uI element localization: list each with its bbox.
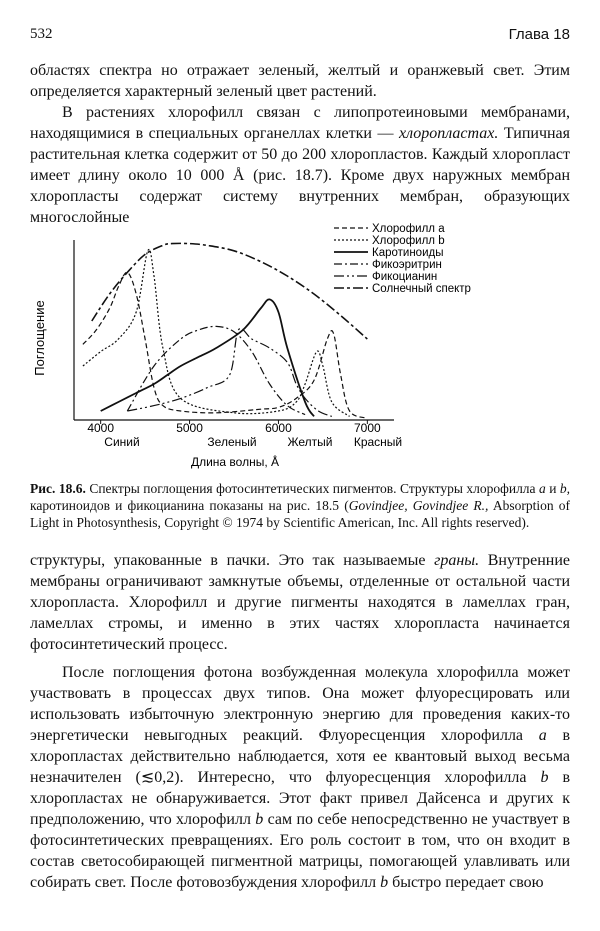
color-label-yellow: Желтый [287, 435, 333, 449]
x-axis-label: Длина волны, Å [190, 455, 280, 469]
x-tick-4000: 4000 [87, 421, 115, 435]
absorption-spectra-figure [30, 218, 570, 476]
legend-label-phycocyanin: Фикоцианин [372, 271, 438, 283]
caption-text-3: Absorption of Light in Photosynthesis, Copyright © 1974 by Scientific American, Inc. All rights reserved). [30, 498, 571, 530]
paragraph-4-part-4: сам по себе непосредственно не участвует в фотосинтетических превращениях. Его роль состоит в том, что он входит в состав светособирающей пигментной матрицы, помогающей улавливать или собирать свет. После фотовозбуждения хлорофилл [30, 811, 571, 891]
paragraph-4-chl-a: a [538, 727, 547, 744]
paragraph-3-text-a: структуры, упакованные в пачки. Это так называемые [30, 552, 426, 569]
legend-label-carotenoids: Каротиноиды [372, 247, 444, 259]
term-grana: граны. [434, 552, 480, 569]
paragraph-3-text-b: Внутренние мембраны ограничивают замкнутые объемы, отделенные от остальной части хлоропласта. Хлорофилл и другие пигменты находятся в ламеллах гран, ламеллах стромы, и именно в этих частях хлоропласта начинается фотосинтетический процесс. [30, 552, 571, 653]
paragraph-2-text-b: Типичная растительная клетка содержит от 50 до 200 хлоропластов. Каждый хлоропласт имеет длину около 10 000 Å (рис. 18.7). Кроме двух наружных мембран хлоропласты содержат систему внутренних мембран, образующих многослойные [30, 125, 571, 226]
chapter-title: Глава 18 [508, 26, 570, 43]
paragraph-4-part-2: в хлоропластах действительно наблюдается, хотя ее квантовый выход весьма незначителен (≲0,2). Интересно, что флуоресценция хлорофилла [30, 727, 571, 786]
color-label-red: Красный [353, 435, 403, 449]
color-label-blue: Синий [104, 435, 140, 449]
paragraph-4-part-1: После поглощения фотона возбужденная молекула хлорофилла может участвовать в процессах двух типов. Она может флуоресцировать или использовать избыточную электронную энергию для проведения каких-то энергетически невыгодных реакций. Флуоресценция хлорофилла [30, 664, 570, 744]
paragraph-2-text-a: В растениях хлорофилл связан с липопротеиновыми мембранами, находящимися в специальных органеллах клетки — [30, 104, 570, 142]
series-phycoerythrin [127, 326, 305, 414]
caption-and: и [549, 481, 557, 496]
legend-label-chl-b: Хлорофилл b [372, 235, 445, 247]
spectra-chart [30, 218, 570, 476]
paragraph-1: областях спектра но отражает зеленый, желтый и оранжевый свет. Этим определяется характерный зеленый цвет растений. [30, 62, 570, 100]
chart-legend [334, 223, 471, 295]
legend-label-solar: Солнечный спектр [372, 283, 471, 295]
series-phycocyanin [127, 328, 331, 416]
series-chlorophyll-a [83, 272, 367, 418]
paragraph-4-chl-b-1: b [540, 769, 549, 786]
legend-label-chl-a: Хлорофилл a [372, 223, 445, 235]
paragraph-4-part-3: в хлоропластах не обнаруживается. Этот факт привел Дайсенса и других к предположению, что хлорофилл [30, 769, 571, 828]
x-tick-7000: 7000 [353, 421, 381, 435]
paragraph-3 [30, 550, 570, 655]
caption-text-1: Спектры поглощения фотосинтетических пигментов. Структуры хлорофилла [89, 481, 536, 496]
color-label-green: Зеленый [207, 435, 257, 449]
caption-label: Рис. 18.6. [30, 481, 86, 496]
page-number: 532 [30, 26, 53, 42]
y-axis-label: Поглощение [32, 300, 47, 376]
series-carotenoids [101, 299, 314, 416]
caption-chl-a: a [539, 481, 546, 496]
paragraph-4-part-5: быстро передает свою [392, 874, 544, 891]
paragraph-2 [30, 102, 570, 228]
series-solar-spectrum [92, 243, 368, 339]
legend-label-phycoerythrin: Фикоэритрин [372, 259, 442, 271]
x-tick-6000: 6000 [265, 421, 292, 435]
paragraph-4-chl-b-2: b [255, 811, 264, 828]
caption-text-2: каротиноидов и фикоцианина показаны на рис. 18.5 ( [30, 498, 349, 513]
x-tick-5000: 5000 [176, 421, 203, 435]
series-chlorophyll-b [83, 249, 350, 416]
paragraph-4-chl-b-3: b [380, 874, 389, 891]
term-chloroplasts: хлоропластах. [398, 125, 499, 142]
figure-caption [30, 480, 570, 531]
caption-source-authors: Govindjee, Govindjee R., [348, 498, 489, 513]
paragraph-4 [30, 662, 570, 893]
caption-chl-b: b, [559, 481, 571, 496]
